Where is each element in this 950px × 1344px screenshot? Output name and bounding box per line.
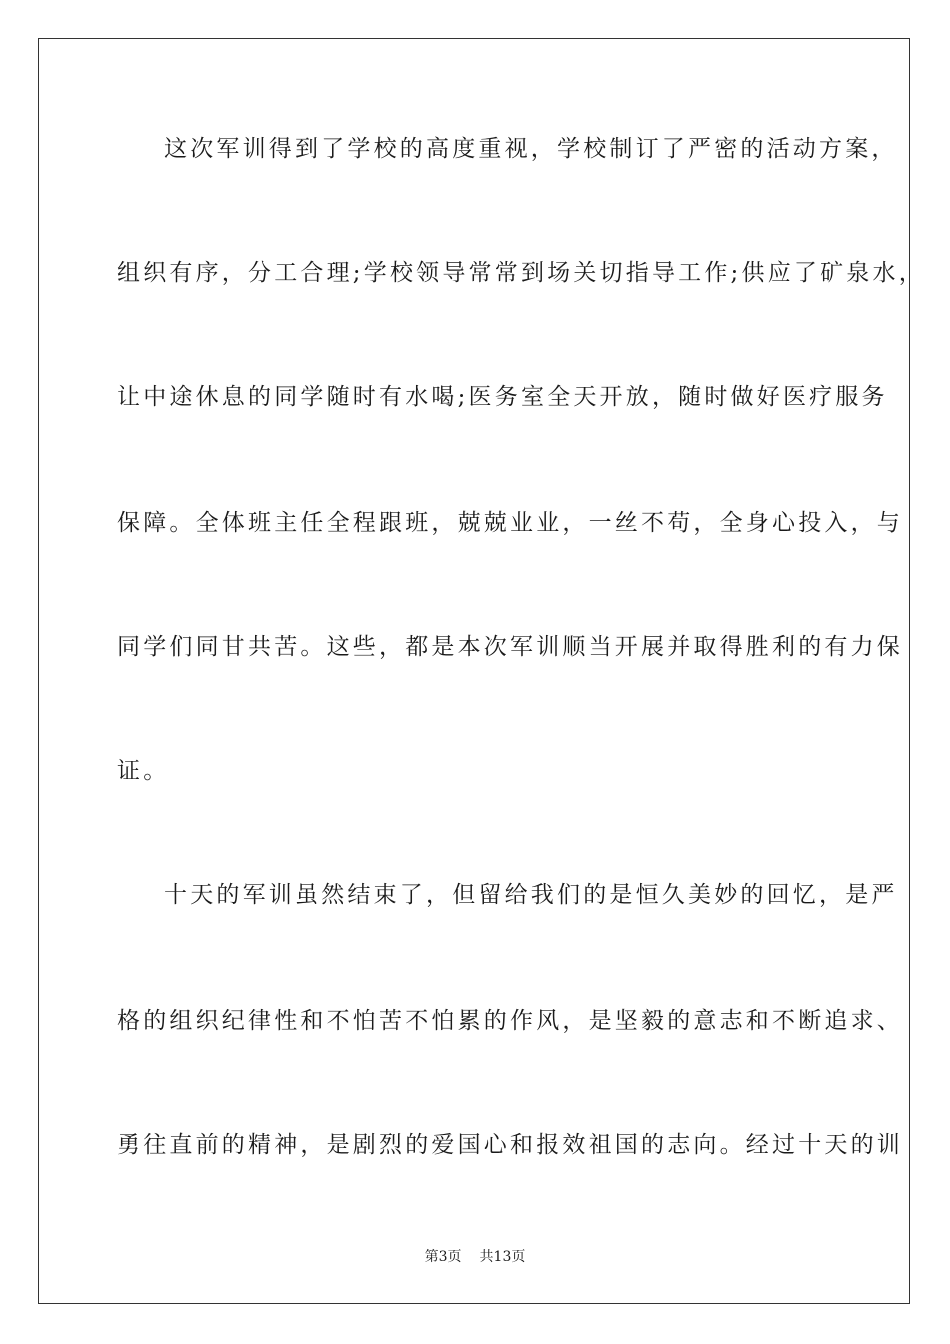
paragraph-line: 组织有序，分工合理;学校领导常常到场关切指导工作;供应了矿泉水， bbox=[117, 260, 925, 286]
page-footer bbox=[0, 1248, 950, 1266]
paragraph-line: 证。 bbox=[117, 758, 170, 784]
page-total: 共13页 bbox=[479, 1249, 526, 1265]
paragraph-line: 勇往直前的精神，是剧烈的爱国心和报效祖国的志向。经过十天的训 bbox=[117, 1132, 903, 1158]
paragraph-line: 同学们同甘共苦。这些，都是本次军训顺当开展并取得胜利的有力保 bbox=[117, 634, 903, 660]
page-border bbox=[38, 38, 925, 1304]
paragraph-line: 这次军训得到了学校的高度重视，学校制订了严密的活动方案， bbox=[164, 136, 898, 162]
paragraph-line: 让中途休息的同学随时有水喝;医务室全天开放，随时做好医疗服务 bbox=[117, 384, 888, 410]
paragraph-line: 格的组织纪律性和不怕苦不怕累的作风，是坚毅的意志和不断追求、 bbox=[117, 1008, 903, 1034]
page-number: 第3页 bbox=[424, 1249, 462, 1265]
paragraph-line: 保障。全体班主任全程跟班，兢兢业业，一丝不苟，全身心投入，与 bbox=[117, 510, 903, 536]
paragraph-line: 十天的军训虽然结束了，但留给我们的是恒久美妙的回忆，是严 bbox=[164, 882, 898, 908]
